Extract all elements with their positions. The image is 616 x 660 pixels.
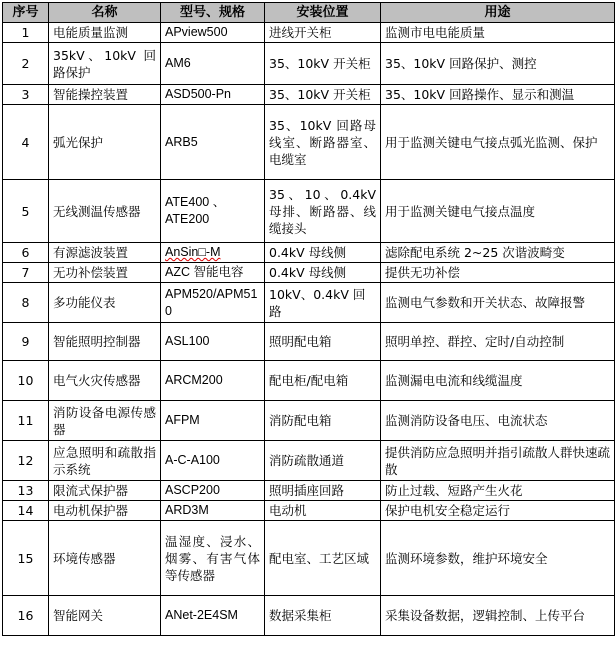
cell-location: 35、10kV 回路母线室、断路器室、电缆室 [265, 105, 381, 180]
table-row [3, 481, 615, 501]
cell-no: 10 [3, 361, 49, 401]
cell-location: 消防疏散通道 [265, 441, 381, 481]
table-row [3, 401, 615, 441]
cell-name: 多功能仪表 [49, 283, 161, 323]
cell-purpose: 防止过载、短路产生火花 [381, 481, 615, 501]
cell-name: 无功补偿装置 [49, 263, 161, 283]
cell-name: 智能操控装置 [49, 85, 161, 105]
cell-purpose: 监测环境参数，维护环境安全 [381, 521, 615, 596]
table-row [3, 596, 615, 636]
cell-location: 0.4kV 母线侧 [265, 243, 381, 263]
cell-location: 进线开关柜 [265, 23, 381, 43]
cell-no: 1 [3, 23, 49, 43]
cell-no: 7 [3, 263, 49, 283]
cell-location: 35、10kV 开关柜 [265, 43, 381, 85]
cell-model: ANet-2E4SM [161, 596, 265, 636]
table-row [3, 85, 615, 105]
cell-model: APview500 [161, 23, 265, 43]
cell-model: ASCP200 [161, 481, 265, 501]
cell-location: 电动机 [265, 501, 381, 521]
cell-purpose: 35、10kV 回路保护、测控 [381, 43, 615, 85]
cell-model: AM6 [161, 43, 265, 85]
cell-model: AnSin□-M [161, 243, 265, 263]
table-row [3, 263, 615, 283]
cell-name: 35kV、10kV 回路保护 [49, 43, 161, 85]
cell-purpose: 保护电机安全稳定运行 [381, 501, 615, 521]
cell-purpose: 监测市电电能质量 [381, 23, 615, 43]
table-row [3, 180, 615, 243]
cell-model: ARCM200 [161, 361, 265, 401]
header-model: 型号、规格 [161, 3, 265, 23]
cell-name: 环境传感器 [49, 521, 161, 596]
cell-no: 6 [3, 243, 49, 263]
cell-no: 9 [3, 323, 49, 361]
cell-purpose: 滤除配电系统 2~25 次谐波畸变 [381, 243, 615, 263]
header-location: 安装位置 [265, 3, 381, 23]
cell-no: 8 [3, 283, 49, 323]
cell-purpose: 35、10kV 回路操作、显示和测温 [381, 85, 615, 105]
table-row [3, 283, 615, 323]
cell-name: 智能照明控制器 [49, 323, 161, 361]
cell-no: 11 [3, 401, 49, 441]
cell-model: APM520/APM510 [161, 283, 265, 323]
table-row [3, 43, 615, 85]
header-row [3, 3, 615, 23]
table-row [3, 501, 615, 521]
cell-no: 15 [3, 521, 49, 596]
cell-location: 数据采集柜 [265, 596, 381, 636]
cell-no: 4 [3, 105, 49, 180]
cell-name: 电能质量监测 [49, 23, 161, 43]
cell-name: 电动机保护器 [49, 501, 161, 521]
cell-model: 温湿度、浸水、烟雾、有害气体等传感器 [161, 521, 265, 596]
cell-model: ARD3M [161, 501, 265, 521]
cell-location: 35、10、0.4kV 母排、断路器、线缆接头 [265, 180, 381, 243]
table-row [3, 323, 615, 361]
cell-name: 限流式保护器 [49, 481, 161, 501]
cell-purpose: 监测消防设备电压、电流状态 [381, 401, 615, 441]
cell-model: ARB5 [161, 105, 265, 180]
cell-purpose: 提供消防应急照明并指引疏散人群快速疏散 [381, 441, 615, 481]
cell-purpose: 采集设备数据，逻辑控制、上传平台 [381, 596, 615, 636]
cell-location: 照明配电箱 [265, 323, 381, 361]
cell-no: 5 [3, 180, 49, 243]
cell-name: 有源滤波装置 [49, 243, 161, 263]
header-no: 序号 [3, 3, 49, 23]
cell-purpose: 提供无功补偿 [381, 263, 615, 283]
cell-name: 智能网关 [49, 596, 161, 636]
table-row [3, 243, 615, 263]
cell-name: 消防设备电源传感器 [49, 401, 161, 441]
cell-model: ATE400 、ATE200 [161, 180, 265, 243]
cell-no: 12 [3, 441, 49, 481]
cell-location: 配电室、工艺区域 [265, 521, 381, 596]
cell-location: 35、10kV 开关柜 [265, 85, 381, 105]
cell-no: 16 [3, 596, 49, 636]
cell-name: 应急照明和疏散指示系统 [49, 441, 161, 481]
table-row [3, 441, 615, 481]
cell-purpose: 用于监测关键电气接点弧光监测、保护 [381, 105, 615, 180]
cell-purpose: 监测漏电电流和线缆温度 [381, 361, 615, 401]
cell-model: AFPM [161, 401, 265, 441]
cell-no: 3 [3, 85, 49, 105]
cell-location: 配电柜/配电箱 [265, 361, 381, 401]
table-row [3, 23, 615, 43]
cell-location: 消防配电箱 [265, 401, 381, 441]
cell-name: 弧光保护 [49, 105, 161, 180]
cell-purpose: 用于监测关键电气接点温度 [381, 180, 615, 243]
cell-no: 14 [3, 501, 49, 521]
cell-model: A-C-A100 [161, 441, 265, 481]
cell-location: 照明插座回路 [265, 481, 381, 501]
header-purpose: 用途 [381, 3, 615, 23]
cell-name: 电气火灾传感器 [49, 361, 161, 401]
cell-location: 0.4kV 母线侧 [265, 263, 381, 283]
cell-model: AZC 智能电容 [161, 263, 265, 283]
table-row [3, 361, 615, 401]
cell-name: 无线测温传感器 [49, 180, 161, 243]
header-name: 名称 [49, 3, 161, 23]
cell-purpose: 监测电气参数和开关状态、故障报警 [381, 283, 615, 323]
table-row [3, 105, 615, 180]
equipment-table [2, 2, 615, 636]
cell-model: ASL100 [161, 323, 265, 361]
cell-model: ASD500-Pn [161, 85, 265, 105]
cell-no: 13 [3, 481, 49, 501]
cell-purpose: 照明单控、群控、定时/自动控制 [381, 323, 615, 361]
table-row [3, 521, 615, 596]
cell-location: 10kV、0.4kV 回路 [265, 283, 381, 323]
cell-no: 2 [3, 43, 49, 85]
